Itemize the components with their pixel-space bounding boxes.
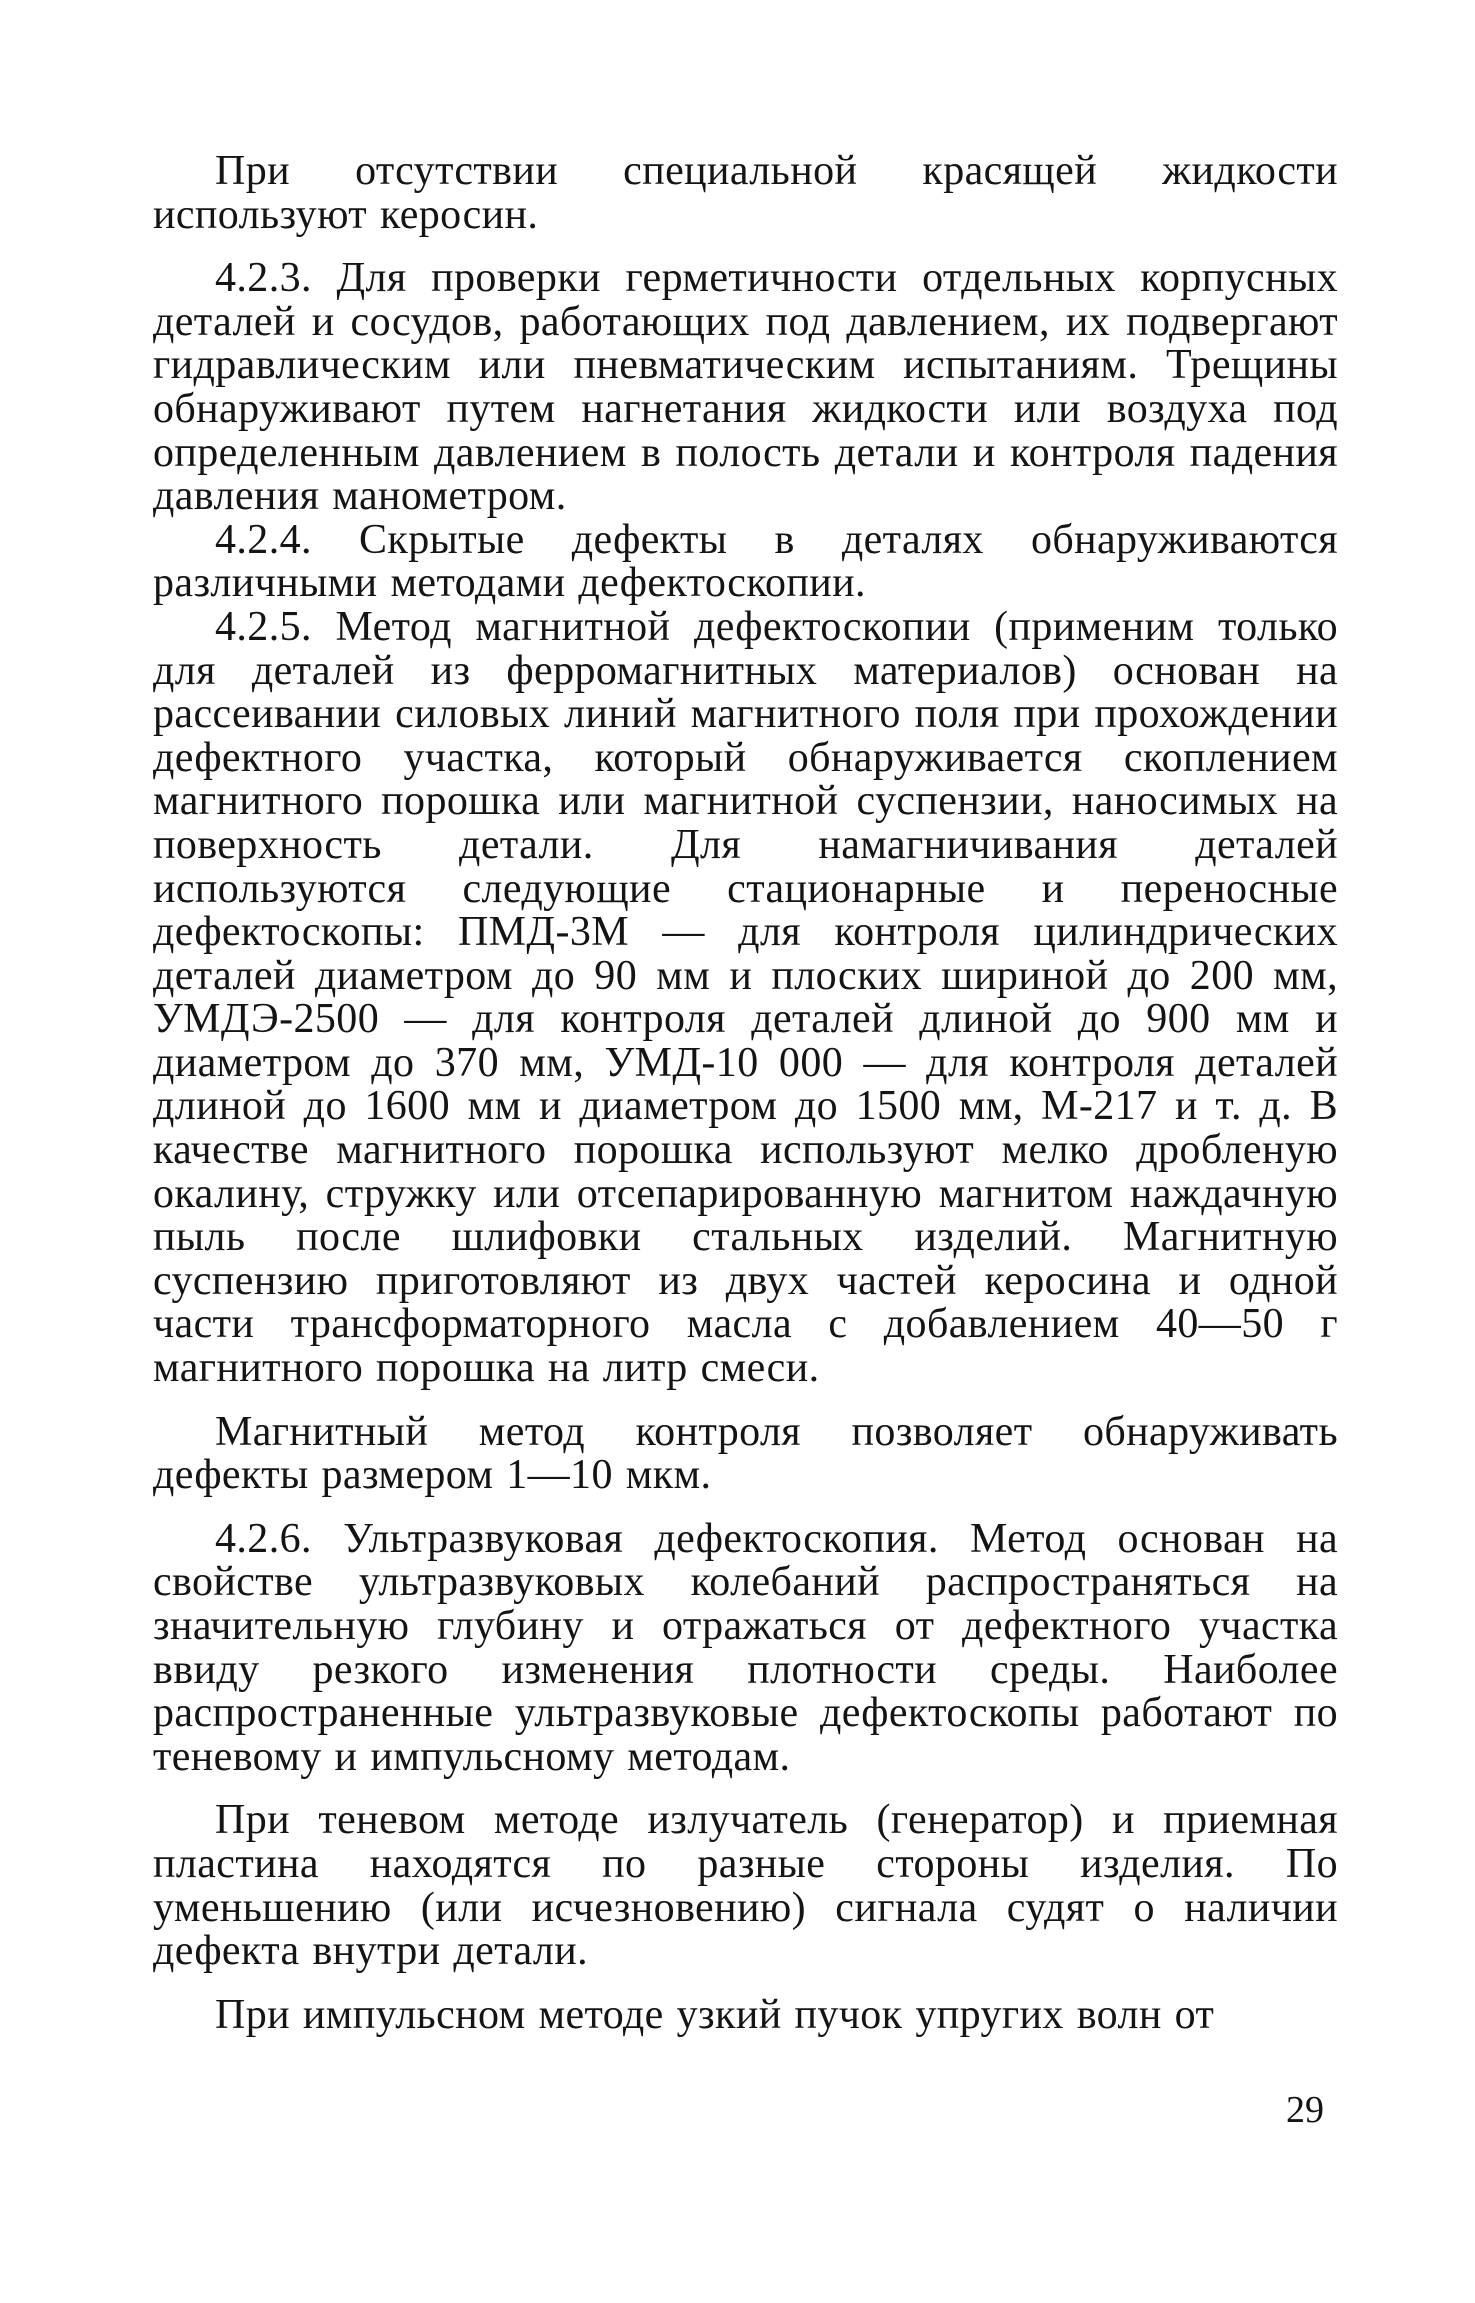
paragraph-4-2-5: 4.2.5. Метод магнитной дефектоскопии (применим только для деталей из ферромагнитных материалов) основан на рассеивании силовых линий магнитного поля при прохождении дефектного участка, который обнаруживается скоплением магнитного порошка или магнитной суспензии, наносимых на поверхность детали. Для намагничивания деталей используются следующие стационарные и переносные дефектоскопы: ПМД-3М — для контроля цилиндрических деталей диаметром до 90 мм и плоских шириной до 200 мм, УМДЭ-2500 — для контроля деталей длиной до 900 мм и диаметром до 370 мм, УМД-10 000 — для контроля деталей длиной до 1600 мм и диаметром до 1500 мм, М-217 и т. д. В качестве магнитного порошка используют мелко дробленую окалину, стружку или отсепарированную магнитом наждачную пыль после шлифовки стальных изделий. Магнитную суспензию приготовляют из двух частей керосина и одной части трансформаторного масла с добавлением 40—50 г магнитного порошка на литр смеси.: [153, 603, 1338, 1392]
page-text: [153, 150, 1338, 2037]
page-number: 29: [1286, 2089, 1324, 2131]
paragraph-magnetic-method: Магнитный метод контроля позволяет обнаруживать дефекты размером 1—10 мкм.: [153, 1408, 1338, 1499]
paragraph-4-2-3: 4.2.3. Для проверки герметичности отдельных корпусных деталей и сосудов, работающих под давлением, их подвергают гидравлическим или пневматическим испытаниям. Трещины обнаруживают путем нагнетания жидкости или воздуха под определенным давлением в полость детали и контроля падения давления манометром.: [153, 255, 1338, 520]
paragraph-kerosene: При отсутствии специальной красящей жидкости используют керосин.: [153, 148, 1338, 238]
paragraph-pulse-method: При импульсном методе узкий пучок упругих волн от: [215, 1991, 1215, 2038]
paragraph-4-2-6: 4.2.6. Ультразвуковая дефектоскопия. Метод основан на свойстве ультразвуковых колебаний распространяться на значительную глубину и отражаться от дефектного участка ввиду резкого изменения плотности среды. Наиболее распространенные ультразвуковые дефектоскопы работают по теневому и импульсному методам.: [153, 1515, 1338, 1780]
paragraph-shadow-method: При теневом методе излучатель (генератор) и приемная пластина находятся по разные стороны изделия. По уменьшению (или исчезновению) сигнала судят о наличии дефекта внутри детали.: [153, 1797, 1338, 1975]
paragraph-4-2-4: 4.2.4. Скрытые дефекты в деталях обнаруживаются различными методами дефектоскопии.: [153, 516, 1338, 607]
